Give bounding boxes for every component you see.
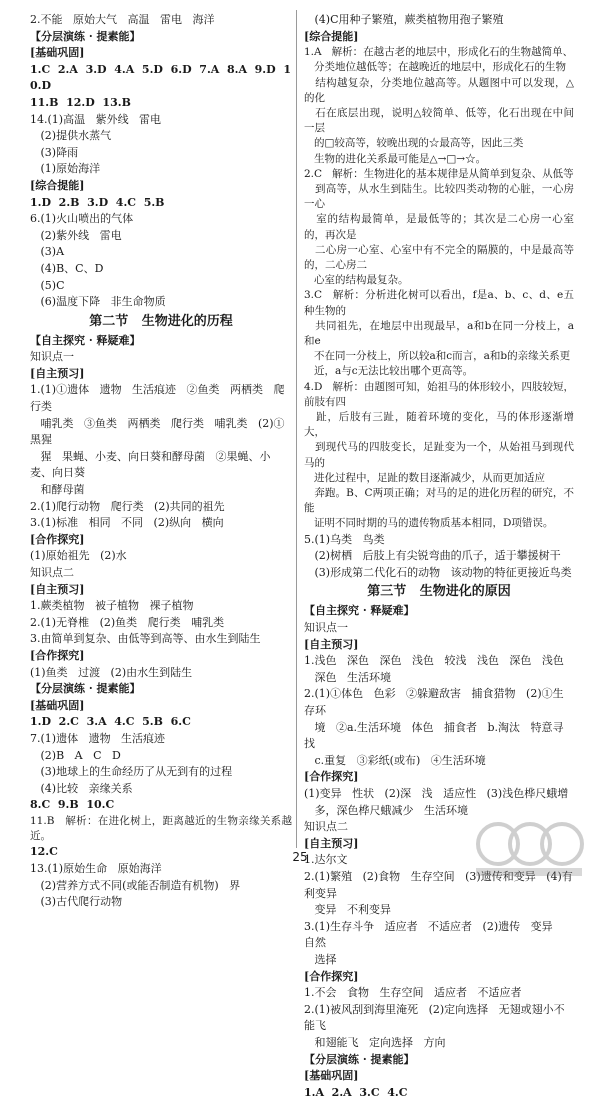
section-label: [自主预习]	[304, 836, 359, 850]
answer-line: 14.(1)高温 紫外线 雷电	[30, 112, 162, 126]
answer-line: 3.(1)标准 相同 不同 (2)纵向 横向	[30, 516, 224, 530]
answer-line: (4)比较 亲缘关系	[30, 781, 133, 795]
answer-line: 境 ②a.生活环境 体色 捕食者 b.淘汰 特意寻找	[304, 720, 564, 751]
answer-line: (2)树栖 后肢上有尖锐弯曲的爪子，适于攀援树干	[304, 549, 561, 563]
answer-line: (2)紫外线 雷电	[30, 228, 122, 242]
watermark-logo-icon	[470, 818, 588, 880]
answer-line: 2.(1)繁殖 (2)食物 生存空间 (3)遗传和变异 (4)有利变异	[304, 869, 573, 900]
answer-line: (3)A	[30, 245, 65, 259]
answer-line: (4)C用种子繁殖，蕨类植物用孢子繁殖	[304, 13, 504, 26]
section-label: 1.D 2.C 3.A 4.C 5.B 6.C	[30, 715, 191, 729]
answer-line: 知识点一	[304, 621, 348, 635]
answer-line: (5)C	[30, 278, 65, 292]
answer-line: 知识点二	[304, 820, 348, 834]
answer-line: 2.不能 原始大气 高温 雷电 海洋	[30, 13, 215, 26]
answer-line: 和酵母菌	[30, 483, 85, 497]
answer-line: 奔跑。B、C两项正确；对马的足的进化历程的研究，不能	[304, 487, 575, 515]
answer-line: (1)鱼类 过渡 (2)由水生到陆生	[30, 665, 193, 679]
left-column	[30, 12, 292, 911]
section-label: [自主预习]	[304, 637, 359, 651]
answer-line: 1.A 解析：在越古老的地层中，形成化石的生物越简单、	[304, 46, 574, 59]
answer-line: 二心房一心室、心室中有不完全的隔膜的，中是最高等的，二心房二	[304, 243, 574, 272]
section-heading: 第三节 生物进化的原因	[367, 584, 511, 600]
section-label: [自主预习]	[30, 366, 85, 380]
answer-line: 到现代马的四肢变长，足趾变为一个，从始祖马到现代马的	[304, 441, 574, 469]
answer-line: (4)B、C、D	[30, 261, 104, 275]
answer-line: 进化过程中，足趾的数目逐渐减少，从而更加适应	[304, 471, 546, 484]
answer-line: 共同祖先，在地层中出现最早，a和b在同一分枝上，a和e	[304, 319, 575, 348]
section-label: 1.D 2.B 3.D 4.C 5.B	[30, 195, 165, 209]
answer-line: (2)B A C D	[30, 748, 121, 762]
answer-line: (1)变异 性状 (2)深 浅 适应性 (3)浅色桦尺蛾增	[304, 787, 569, 800]
answer-line: 2.(1)爬行动物 爬行类 (2)共同的祖先	[30, 499, 225, 513]
answer-line: 1.蕨类植物 被子植物 裸子植物	[30, 599, 194, 613]
section-label: [综合提能]	[30, 178, 85, 192]
answer-line: (1)原始海洋	[30, 162, 101, 176]
section-label: [基础巩固]	[30, 46, 85, 60]
right-column	[304, 12, 574, 1101]
section-label: 12.C	[30, 845, 58, 859]
answer-line: 2.C 解析：生物进化的基本规律是从简单到复杂、从低等	[304, 167, 574, 180]
answer-line: 4.D 解析：由题图可知，始祖马的体形较小，四肢较短，前肢有四	[304, 380, 574, 408]
section-label: [自主预习]	[30, 582, 85, 596]
answer-line: 11.B 解析：在进化树上，距离越近的生物亲缘关系越近。	[30, 814, 292, 843]
answer-line: 结构越复杂，分类地位越高等。从题图中可以发现，△的化	[304, 76, 574, 104]
answer-line: c.重复 ③彩纸(或布) ④生活环境	[304, 753, 486, 767]
section-label: [合作探究]	[30, 532, 85, 546]
section-label: [合作探究]	[30, 648, 85, 662]
section-label: [合作探究]	[304, 969, 359, 983]
answer-line: 猩 果蝇、小麦、向日葵和酵母菌 ②果蝇、小麦、向日葵	[30, 449, 271, 480]
section-label: 1.A 2.A 3.C 4.C	[304, 1085, 408, 1099]
section-label: 【分层演练 · 提素能】	[30, 682, 141, 696]
answer-line: 趾，后肢有三趾，随着环境的变化，马的体形逐渐增大，	[304, 411, 574, 439]
answer-line: (2)营养方式不同(或能否制造有机物) 界	[30, 878, 241, 892]
column-divider	[296, 10, 297, 848]
section-label: 11.B 12.D 13.B	[30, 95, 131, 109]
answer-line: 1.浅色 深色 深色 浅色 较浅 浅色 深色 浅色	[304, 654, 564, 668]
answer-line: 知识点一	[30, 350, 74, 364]
answer-line: 不在同一分枝上，所以较a和c而言，a和b的亲缘关系更	[304, 350, 571, 363]
answer-line: 1.不会 食物 生存空间 适应者 不适应者	[304, 986, 522, 1000]
answer-line: (2)提供水蒸气	[30, 129, 112, 143]
answer-line: 知识点二	[30, 566, 74, 579]
answer-line: 石在底层出现，说明△较简单、低等，化石出现在中间一层	[304, 107, 574, 135]
answer-line: 13.(1)原始生命 原始海洋	[30, 861, 162, 875]
answer-line: 深色 生活环境	[304, 670, 391, 684]
answer-line: 6.(1)火山喷出的气体	[30, 212, 134, 226]
answer-line: (3)降雨	[30, 145, 79, 159]
answer-line: (1)原始祖先 (2)水	[30, 549, 127, 563]
answer-line: 2.(1)①体色 色彩 ②躲避敌害 捕食猎物 (2)①生存环	[304, 687, 564, 718]
answer-line: 3.(1)生存斗争 适应者 不适应者 (2)遗传 变异 自然	[304, 919, 564, 950]
answer-line: 2.(1)无脊椎 (2)鱼类 爬行类 哺乳类	[30, 615, 225, 629]
section-label: 【分层演练 · 提素能】	[30, 29, 141, 43]
answer-line: (3)古代爬行动物	[30, 895, 123, 909]
answer-line: 7.(1)遗体 遗物 生活痕迹	[30, 731, 166, 745]
answer-line: 5.(1)乌类 鸟类	[304, 532, 385, 546]
answer-line: 3.由简单到复杂、由低等到高等、由水生到陆生	[30, 632, 261, 646]
answer-line: 1.达尔文	[304, 853, 348, 867]
answer-line: 变异 不利变异	[304, 903, 391, 917]
section-label: 1.C 2.A 3.D 4.A 5.D 6.D 7.A 8.A 9.D 10.D	[30, 62, 291, 93]
answer-line: 到高等，从水生到陆生。比较四类动物的心脏，一心房一心	[304, 183, 574, 211]
section-label: [合作探究]	[304, 770, 359, 784]
answer-line: 分类地位越低等；在越晚近的地层中，形成化石的生物	[304, 61, 567, 74]
section-label: 【分层演练 · 提素能】	[304, 1052, 415, 1066]
answer-line: 3.C 解析：分析进化树可以看出，f是a、b、c、d、e五种生物的	[304, 289, 574, 317]
answer-line: 2.(1)被风刮到海里淹死 (2)定向选择 无翅或翅小不能飞	[304, 1002, 565, 1033]
answer-line: 心室的结构最复杂。	[304, 274, 409, 287]
section-label: 【自主探究 · 释疑难】	[30, 333, 141, 347]
section-label: 【自主探究 · 释疑难】	[304, 604, 415, 618]
section-label: 8.C 9.B 10.C	[30, 798, 115, 812]
answer-line: (3)形成第二代化石的动物 该动物的特征更接近鸟类	[304, 565, 572, 579]
answer-line: 和翅能飞 定向选择 方向	[304, 1035, 446, 1049]
answer-line: (6)温度下降 非生命物质	[30, 295, 166, 309]
section-heading: 第二节 生物进化的历程	[89, 313, 233, 329]
answer-line: (3)地球上的生命经历了从无到有的过程	[30, 765, 233, 779]
answer-line: 1.(1)①遗体 遗物 生活痕迹 ②鱼类 两栖类 爬行类	[30, 383, 285, 414]
answer-line: 生物的进化关系最可能是△→□→☆。	[304, 152, 487, 165]
answer-line: 近，a与c无法比较出哪个更高等。	[304, 365, 474, 378]
answer-line: 多，深色桦尺蛾减少 生活环境	[304, 803, 468, 817]
answer-line: 的□较高等，较晚出现的☆最高等，因此三类	[304, 137, 524, 150]
answer-line: 证明不同时期的马的遗传物质基本相同，D项错误。	[304, 517, 554, 530]
section-label: [基础巩固]	[304, 1069, 359, 1083]
answer-line: 哺乳类 ③鱼类 两栖类 爬行类 哺乳类 (2)①黑猩	[30, 416, 285, 447]
section-label: [基础巩固]	[30, 698, 85, 712]
page-number: 25	[292, 850, 308, 864]
answer-line: 选择	[304, 952, 337, 966]
section-label: [综合提能]	[304, 29, 359, 43]
answer-line: 室的结构最简单，是最低等的；其次是二心房一心室的，再次是	[304, 213, 574, 241]
